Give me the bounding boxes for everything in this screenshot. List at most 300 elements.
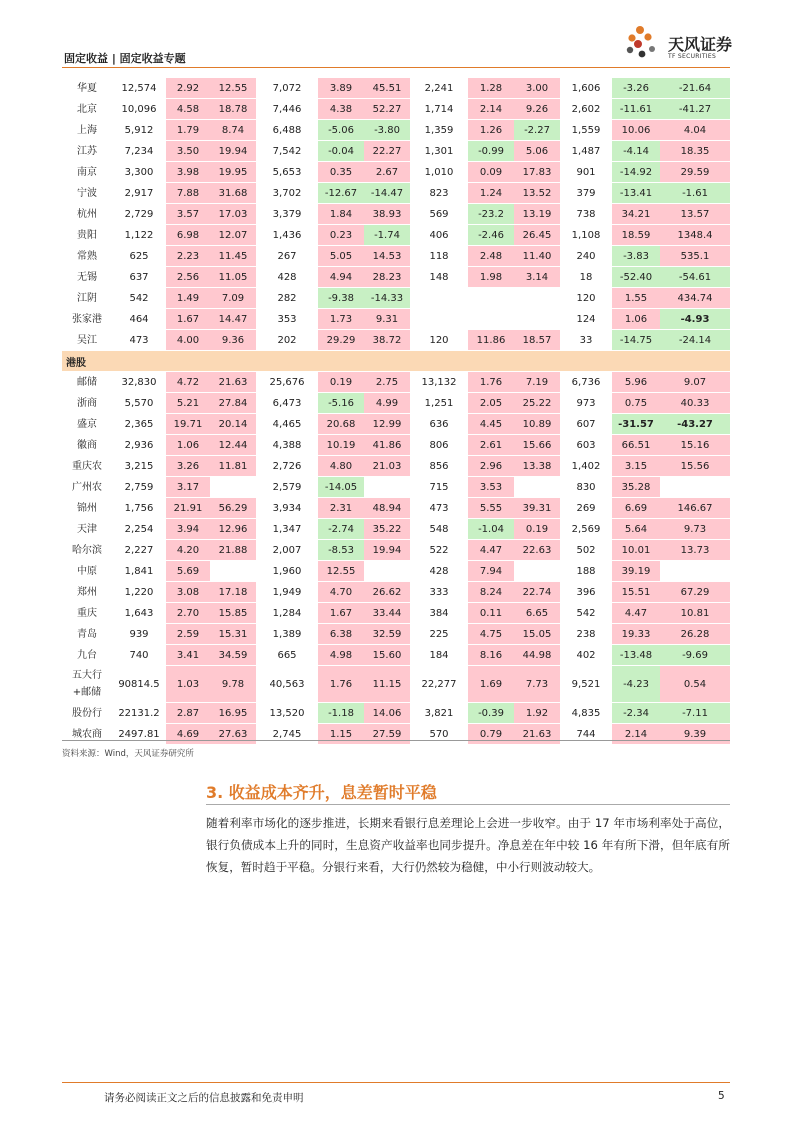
value-cell: -13.48 [612, 645, 660, 666]
bank-name-cell: 杭州 [62, 204, 112, 225]
table-row [62, 288, 730, 309]
value-cell: 1,122 [112, 225, 166, 246]
value-cell: 3,934 [256, 498, 318, 519]
bank-name-cell: 九台 [62, 645, 112, 666]
value-cell: 406 [410, 225, 468, 246]
value-cell: 1,960 [256, 561, 318, 582]
table-row [62, 183, 730, 204]
value-cell: 19.71 [166, 414, 210, 435]
value-cell: 3.08 [166, 582, 210, 603]
bank-name-cell: 五大行 +邮储 [62, 666, 112, 703]
table-row [62, 519, 730, 540]
value-cell: 15.51 [612, 582, 660, 603]
value-cell: -1.74 [364, 225, 410, 246]
value-cell: 535.1 [660, 246, 730, 267]
value-cell: 13.73 [660, 540, 730, 561]
value-cell: 6.98 [166, 225, 210, 246]
value-cell: 3,379 [256, 204, 318, 225]
value-cell: 1.69 [468, 666, 514, 703]
value-cell: 21.63 [210, 372, 256, 393]
value-cell: 4.04 [660, 120, 730, 141]
value-cell: 637 [112, 267, 166, 288]
value-cell: 14.47 [210, 309, 256, 330]
value-cell: 12,574 [112, 78, 166, 99]
table-body-a-share [62, 78, 730, 351]
bank-name-cell: 徽商 [62, 435, 112, 456]
value-cell: 428 [410, 561, 468, 582]
value-cell: 225 [410, 624, 468, 645]
value-cell: 26.62 [364, 582, 410, 603]
value-cell: 5.05 [318, 246, 364, 267]
table-row [62, 225, 730, 246]
value-cell: 3,215 [112, 456, 166, 477]
value-cell: 1.84 [318, 204, 364, 225]
table-row [62, 624, 730, 645]
value-cell: 120 [410, 330, 468, 351]
value-cell: 11.81 [210, 456, 256, 477]
value-cell: 973 [560, 393, 612, 414]
value-cell: 14.53 [364, 246, 410, 267]
value-cell: 1,284 [256, 603, 318, 624]
value-cell: 4.69 [166, 724, 210, 745]
value-cell: 16.95 [210, 703, 256, 724]
value-cell: 7,234 [112, 141, 166, 162]
value-cell: 52.27 [364, 99, 410, 120]
value-cell: 15.05 [514, 624, 560, 645]
value-cell: 20.68 [318, 414, 364, 435]
value-cell: 4.58 [166, 99, 210, 120]
table-row [62, 267, 730, 288]
value-cell: 9.39 [660, 724, 730, 745]
value-cell: 19.33 [612, 624, 660, 645]
value-cell: 14.06 [364, 703, 410, 724]
value-cell: 5,570 [112, 393, 166, 414]
value-cell: 10.89 [514, 414, 560, 435]
value-cell: 1.15 [318, 724, 364, 745]
value-cell: 11.45 [210, 246, 256, 267]
value-cell: 27.84 [210, 393, 256, 414]
value-cell [364, 561, 410, 582]
value-cell: 1,220 [112, 582, 166, 603]
value-cell: 2,729 [112, 204, 166, 225]
value-cell: -54.61 [660, 267, 730, 288]
value-cell: 7.19 [514, 372, 560, 393]
value-cell: 2,726 [256, 456, 318, 477]
table-row [62, 435, 730, 456]
value-cell: 396 [560, 582, 612, 603]
value-cell: 17.83 [514, 162, 560, 183]
value-cell: 12.55 [210, 78, 256, 99]
value-cell: -43.27 [660, 414, 730, 435]
value-cell: 4.45 [468, 414, 514, 435]
value-cell: 19.94 [210, 141, 256, 162]
footer-disclaimer: 请务必阅读正文之后的信息披露和免责申明 [104, 1092, 304, 1104]
value-cell: 15.60 [364, 645, 410, 666]
value-cell: 5.64 [612, 519, 660, 540]
value-cell: -2.34 [612, 703, 660, 724]
value-cell: 1,559 [560, 120, 612, 141]
value-cell: 740 [112, 645, 166, 666]
table-row [62, 393, 730, 414]
value-cell: 1,389 [256, 624, 318, 645]
value-cell: 625 [112, 246, 166, 267]
value-cell: 1.67 [166, 309, 210, 330]
table-row [62, 724, 730, 745]
value-cell: 823 [410, 183, 468, 204]
value-cell: 4.98 [318, 645, 364, 666]
bank-name-cell: 无锡 [62, 267, 112, 288]
value-cell: 4.75 [468, 624, 514, 645]
value-cell: 40,563 [256, 666, 318, 703]
value-cell: 1,301 [410, 141, 468, 162]
value-cell: 2.96 [468, 456, 514, 477]
value-cell: 35.28 [612, 477, 660, 498]
value-cell: 2.31 [318, 498, 364, 519]
bank-name-cell: 浙商 [62, 393, 112, 414]
value-cell: 502 [560, 540, 612, 561]
value-cell: 1.67 [318, 603, 364, 624]
bank-balance-table [62, 78, 730, 745]
value-cell: 90814.5 [112, 666, 166, 703]
value-cell: 464 [112, 309, 166, 330]
value-cell: 184 [410, 645, 468, 666]
value-cell: 41.86 [364, 435, 410, 456]
value-cell: 939 [112, 624, 166, 645]
value-cell: 9.07 [660, 372, 730, 393]
value-cell: 29.29 [318, 330, 364, 351]
value-cell: -24.14 [660, 330, 730, 351]
value-cell: 22.27 [364, 141, 410, 162]
value-cell: -41.27 [660, 99, 730, 120]
table-row [62, 141, 730, 162]
value-cell [364, 477, 410, 498]
value-cell: 5.06 [514, 141, 560, 162]
value-cell: 7.73 [514, 666, 560, 703]
value-cell: 0.54 [660, 666, 730, 703]
bank-name-cell: 宁波 [62, 183, 112, 204]
value-cell: 1.73 [318, 309, 364, 330]
value-cell: 33.44 [364, 603, 410, 624]
table-row [62, 456, 730, 477]
value-cell: -3.80 [364, 120, 410, 141]
value-cell: 2,759 [112, 477, 166, 498]
value-cell: 269 [560, 498, 612, 519]
value-cell: 1.28 [468, 78, 514, 99]
value-cell: 18.78 [210, 99, 256, 120]
value-cell: 2.87 [166, 703, 210, 724]
value-cell: 27.59 [364, 724, 410, 745]
value-cell: 570 [410, 724, 468, 745]
value-cell: 20.14 [210, 414, 256, 435]
value-cell: 5.96 [612, 372, 660, 393]
value-cell: 21.63 [514, 724, 560, 745]
value-cell: 473 [112, 330, 166, 351]
value-cell: 34.59 [210, 645, 256, 666]
section-label: 港股 [62, 351, 730, 372]
value-cell: 2,917 [112, 183, 166, 204]
value-cell: 4.00 [166, 330, 210, 351]
value-cell: -12.67 [318, 183, 364, 204]
value-cell: 1.26 [468, 120, 514, 141]
value-cell: 2497.81 [112, 724, 166, 745]
value-cell: 7,446 [256, 99, 318, 120]
value-cell: 19.95 [210, 162, 256, 183]
value-cell: 148 [410, 267, 468, 288]
value-cell: -3.26 [612, 78, 660, 99]
value-cell: 4.47 [468, 540, 514, 561]
table-body-hk-share [62, 372, 730, 745]
value-cell: -23.2 [468, 204, 514, 225]
value-cell: 240 [560, 246, 612, 267]
value-cell: 9,521 [560, 666, 612, 703]
value-cell: 1,359 [410, 120, 468, 141]
value-cell: 1,606 [560, 78, 612, 99]
value-cell: 33 [560, 330, 612, 351]
value-cell: 12.44 [210, 435, 256, 456]
value-cell: 1,714 [410, 99, 468, 120]
value-cell: 10.19 [318, 435, 364, 456]
value-cell [210, 477, 256, 498]
value-cell: 1.79 [166, 120, 210, 141]
value-cell: 4.47 [612, 603, 660, 624]
table-row [62, 666, 730, 703]
value-cell: 1.55 [612, 288, 660, 309]
value-cell: 2.14 [468, 99, 514, 120]
value-cell: -14.33 [364, 288, 410, 309]
value-cell: -14.47 [364, 183, 410, 204]
page-number: 5 [718, 1090, 725, 1102]
value-cell: 2.23 [166, 246, 210, 267]
value-cell: -13.41 [612, 183, 660, 204]
value-cell: 569 [410, 204, 468, 225]
value-cell: 17.18 [210, 582, 256, 603]
bank-name-cell: 上海 [62, 120, 112, 141]
value-cell: 856 [410, 456, 468, 477]
value-cell: -14.92 [612, 162, 660, 183]
value-cell: 124 [560, 309, 612, 330]
value-cell: 8.74 [210, 120, 256, 141]
bank-name-cell: 重庆 [62, 603, 112, 624]
value-cell: 9.26 [514, 99, 560, 120]
value-cell: 32,830 [112, 372, 166, 393]
value-cell: 1.24 [468, 183, 514, 204]
bank-name-cell: 锦州 [62, 498, 112, 519]
value-cell: -4.14 [612, 141, 660, 162]
value-cell: 3,821 [410, 703, 468, 724]
value-cell: 2,365 [112, 414, 166, 435]
value-cell: 5,912 [112, 120, 166, 141]
bank-name-cell: 江阴 [62, 288, 112, 309]
value-cell: 3.15 [612, 456, 660, 477]
value-cell: 7,542 [256, 141, 318, 162]
value-cell: 11.86 [468, 330, 514, 351]
table-source-note: 资料来源：Wind，天风证券研究所 [62, 749, 194, 759]
value-cell: 18.59 [612, 225, 660, 246]
logo-name-cn: 天风证券 [668, 35, 733, 54]
value-cell: 0.75 [612, 393, 660, 414]
value-cell: 2,579 [256, 477, 318, 498]
value-cell: -14.05 [318, 477, 364, 498]
section-heading-rule [206, 804, 730, 805]
value-cell: 3.50 [166, 141, 210, 162]
value-cell: 607 [560, 414, 612, 435]
value-cell: 21.88 [210, 540, 256, 561]
section-row-hk [62, 351, 730, 372]
bank-name-cell: 盛京 [62, 414, 112, 435]
value-cell: 1.06 [166, 435, 210, 456]
value-cell: 10,096 [112, 99, 166, 120]
table-row [62, 78, 730, 99]
value-cell: 3.57 [166, 204, 210, 225]
value-cell: 12.07 [210, 225, 256, 246]
value-cell: 1,949 [256, 582, 318, 603]
value-cell: 21.91 [166, 498, 210, 519]
value-cell: 353 [256, 309, 318, 330]
value-cell [660, 561, 730, 582]
value-cell: 2.75 [364, 372, 410, 393]
value-cell: 0.19 [318, 372, 364, 393]
value-cell: 4.80 [318, 456, 364, 477]
value-cell: 548 [410, 519, 468, 540]
value-cell: 5.55 [468, 498, 514, 519]
value-cell: 9.36 [210, 330, 256, 351]
value-cell: 1,841 [112, 561, 166, 582]
bank-name-cell: 哈尔滨 [62, 540, 112, 561]
value-cell: 1.92 [514, 703, 560, 724]
value-cell: 0.11 [468, 603, 514, 624]
value-cell: 18.57 [514, 330, 560, 351]
bank-name-cell: 吴江 [62, 330, 112, 351]
value-cell: 6.69 [612, 498, 660, 519]
value-cell: 2.70 [166, 603, 210, 624]
value-cell: 118 [410, 246, 468, 267]
value-cell: 1,436 [256, 225, 318, 246]
value-cell: 120 [560, 288, 612, 309]
value-cell: 12.55 [318, 561, 364, 582]
value-cell [468, 288, 514, 309]
value-cell: -2.74 [318, 519, 364, 540]
bank-name-cell: 股份行 [62, 703, 112, 724]
table-row [62, 162, 730, 183]
value-cell: 13,520 [256, 703, 318, 724]
value-cell: 6.65 [514, 603, 560, 624]
value-cell: -2.46 [468, 225, 514, 246]
value-cell: 2.14 [612, 724, 660, 745]
value-cell: -0.04 [318, 141, 364, 162]
value-cell: -14.75 [612, 330, 660, 351]
bank-name-cell: 邮储 [62, 372, 112, 393]
value-cell: 1,010 [410, 162, 468, 183]
value-cell: 39.19 [612, 561, 660, 582]
value-cell: 18 [560, 267, 612, 288]
value-cell [514, 288, 560, 309]
value-cell: 17.03 [210, 204, 256, 225]
value-cell: 2,254 [112, 519, 166, 540]
value-cell: 4.94 [318, 267, 364, 288]
value-cell: 15.85 [210, 603, 256, 624]
value-cell: 10.01 [612, 540, 660, 561]
value-cell: 56.29 [210, 498, 256, 519]
value-cell: 738 [560, 204, 612, 225]
value-cell: -9.38 [318, 288, 364, 309]
value-cell [210, 561, 256, 582]
value-cell: 542 [560, 603, 612, 624]
table-row [62, 120, 730, 141]
value-cell: 806 [410, 435, 468, 456]
value-cell: 22.74 [514, 582, 560, 603]
value-cell: 379 [560, 183, 612, 204]
value-cell: 3.17 [166, 477, 210, 498]
value-cell: 6,736 [560, 372, 612, 393]
value-cell: -3.83 [612, 246, 660, 267]
value-cell: 26.28 [660, 624, 730, 645]
value-cell: 25.22 [514, 393, 560, 414]
value-cell: 22.63 [514, 540, 560, 561]
value-cell: 1,643 [112, 603, 166, 624]
value-cell: -4.93 [660, 309, 730, 330]
value-cell [468, 309, 514, 330]
bank-name-cell: 华夏 [62, 78, 112, 99]
report-category-title: 固定收益 | 固定收益专题 [64, 52, 186, 65]
value-cell: 5,653 [256, 162, 318, 183]
value-cell: -21.64 [660, 78, 730, 99]
bank-name-cell: 中原 [62, 561, 112, 582]
value-cell: -5.16 [318, 393, 364, 414]
value-cell: 35.22 [364, 519, 410, 540]
bank-name-cell: 常熟 [62, 246, 112, 267]
value-cell: 12.99 [364, 414, 410, 435]
value-cell [514, 561, 560, 582]
value-cell: 19.94 [364, 540, 410, 561]
value-cell [514, 309, 560, 330]
value-cell: 4,388 [256, 435, 318, 456]
section-heading: 3. 收益成本齐升，息差暂时平稳 [206, 783, 437, 802]
value-cell: 2.92 [166, 78, 210, 99]
value-cell: 1.98 [468, 267, 514, 288]
value-cell: 2,602 [560, 99, 612, 120]
value-cell: 1.06 [612, 309, 660, 330]
table-row [62, 204, 730, 225]
bank-name-cell: 江苏 [62, 141, 112, 162]
value-cell: 9.78 [210, 666, 256, 703]
value-cell: 11.15 [364, 666, 410, 703]
value-cell: 2,745 [256, 724, 318, 745]
value-cell: 4.72 [166, 372, 210, 393]
value-cell: 3.41 [166, 645, 210, 666]
value-cell: -0.39 [468, 703, 514, 724]
value-cell: 18.35 [660, 141, 730, 162]
value-cell: 26.45 [514, 225, 560, 246]
value-cell: 4.99 [364, 393, 410, 414]
value-cell: 2,007 [256, 540, 318, 561]
value-cell: 21.03 [364, 456, 410, 477]
value-cell: 38.93 [364, 204, 410, 225]
table-row [62, 99, 730, 120]
value-cell: 3,300 [112, 162, 166, 183]
value-cell: 6,488 [256, 120, 318, 141]
value-cell: 0.09 [468, 162, 514, 183]
table-row [62, 414, 730, 435]
value-cell: 7.09 [210, 288, 256, 309]
value-cell: 2,936 [112, 435, 166, 456]
value-cell: -0.99 [468, 141, 514, 162]
table-row [62, 582, 730, 603]
value-cell: -1.04 [468, 519, 514, 540]
value-cell: 9.73 [660, 519, 730, 540]
value-cell: 238 [560, 624, 612, 645]
value-cell: 7,072 [256, 78, 318, 99]
value-cell: 8.16 [468, 645, 514, 666]
